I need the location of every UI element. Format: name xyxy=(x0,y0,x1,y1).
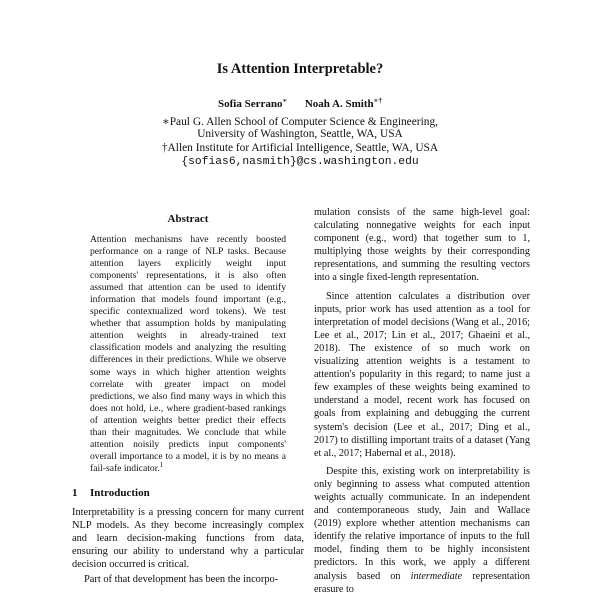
body-paragraph: Since attention calculates a distribution over inputs, prior work has used attention as a tool for interpretation of model decisions (Wang et al., 2016; Lee et al., 2017; Lin et al., 2017; Ghaeini et al., 2018). The existence of so much work on visualizing attention weights is a testament to attention's popularity in this regard; to name just a few examples of these weights being examined to understand a model, recent work has focused on goals from explaining and debugging the current system's decision (Lee et al., 2017; Ding et al., 2017) to distilling important traits of a dataset (Yang et al., 2017; Habernal et al., 2018). xyxy=(314,290,530,459)
body-paragraph: Despite this, existing work on interpretability is only beginning to assess what computed attention weights actually communicate. In an independent and contemporaneous study, Jain and Wallace (2019) explore whether attention mechanisms can identify the relative importance of inputs to the full model, finding them to be highly inconsistent predictors. In this work, we apply a different analysis based on intermediate representation erasure to xyxy=(314,465,530,595)
author-name: Sofia Serrano xyxy=(218,98,283,110)
section-title: Introduction xyxy=(90,486,150,499)
body-paragraph: mulation consists of the same high-level goal: calculating nonnegative weights for each input component (e.g., word) that together sum to 1, multiplying those weights by their corresponding representations, and summing the resulting vectors into a single fixed-length representation. xyxy=(314,207,530,284)
paper-title: Is Attention Interpretable? xyxy=(216,61,384,77)
author-line xyxy=(0,98,600,110)
section-heading-introduction xyxy=(72,487,304,499)
abstract-text: Attention mechanisms have recently boosted performance on a range of NLP tasks. Because attention layers explicitly weight input components' representations, it is also often assumed that attention can be used to identify information that models found important (e.g., specific contextualized word tokens). We test whether that assumption holds by manipulating attention weights in already-trained text classification models and analyzing the resulting differences in their predictions. While we observe some ways in which higher attention weights correlate with greater impact on model predictions, we also find many ways in which this does not hold, i.e., where gradient-based rankings of attention weights better predict their effects than their magnitudes. We conclude that while attention noisily predicts input components' overall importance to a model, it is by no means a fail-safe indicator.$^1$ xyxy=(90,234,286,474)
affiliation-line: †Allen Institute for Artificial Intelligence, Seattle, WA, USA xyxy=(161,142,439,154)
affiliation-line: University of Washington, Seattle, WA, USA xyxy=(197,128,403,140)
left-column xyxy=(72,213,304,587)
affiliation-line: ∗Paul G. Allen School of Computer Science & Engineering, xyxy=(161,116,438,128)
author-name: Noah A. Smith xyxy=(304,98,374,110)
intro-paragraph: Part of that development has been the incorpo- xyxy=(84,574,279,586)
abstract-heading: Abstract xyxy=(167,213,209,225)
emphasis-text: intermediate xyxy=(410,570,463,582)
intro-paragraph: Interpretability is a pressing concern for many current NLP models. As they become increasingly complex and learn decision-making functions from data, ensuring our ability to understand why a particular decision occurred is critical. xyxy=(72,506,304,571)
author-email: {sofias6,nasmith}@cs.washington.edu xyxy=(181,156,419,168)
footnote-mark: 1 xyxy=(159,460,164,469)
right-column xyxy=(314,206,530,596)
section-number: 1 xyxy=(72,486,78,499)
author-mark: ∗† xyxy=(373,96,382,105)
author-mark: ∗ xyxy=(282,96,288,105)
